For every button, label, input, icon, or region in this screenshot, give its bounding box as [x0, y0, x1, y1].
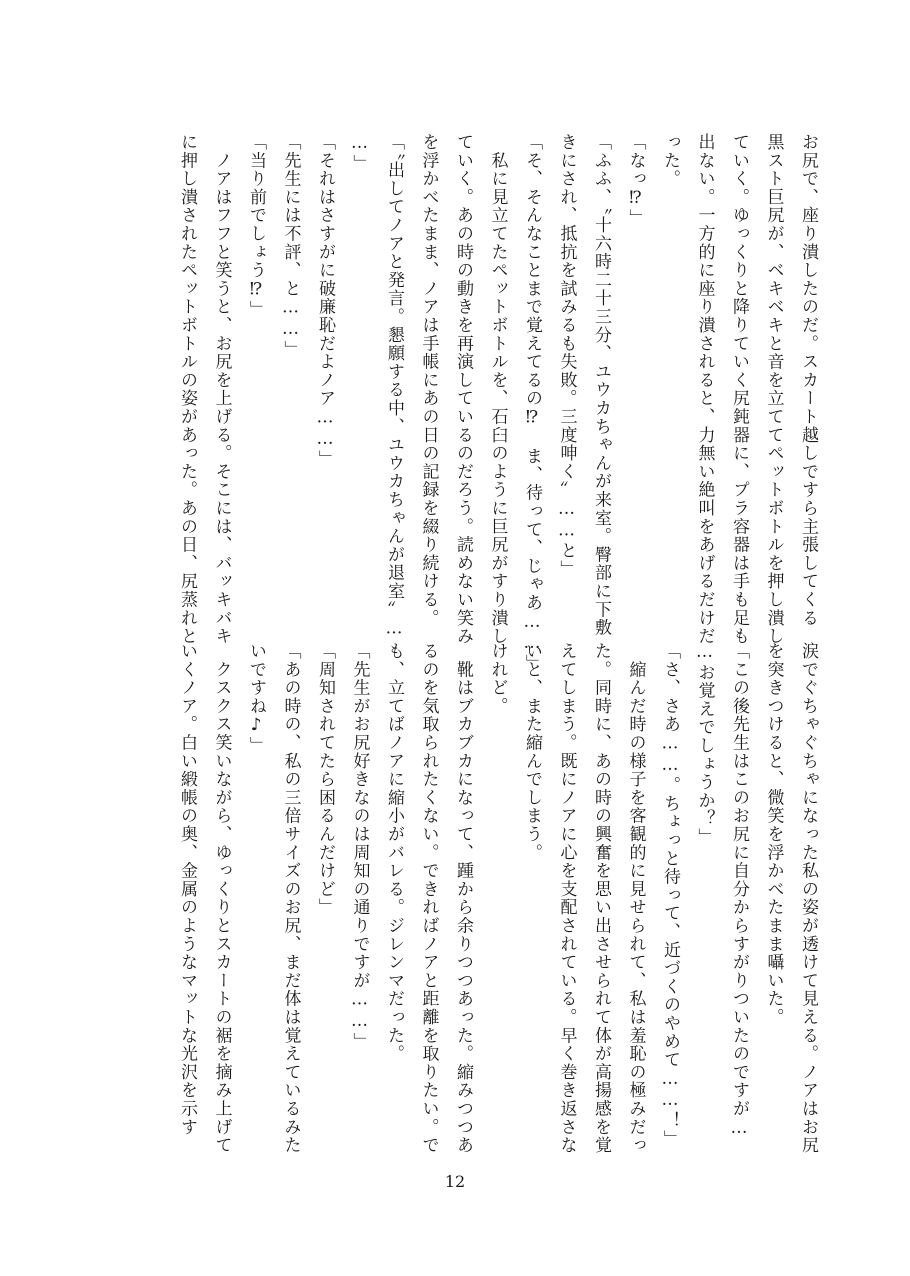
- text-line: を浮かべたまま、ノアは手帳にあの日の記録を綴り続ける。: [418, 133, 439, 628]
- text-line: 「〝出してノアと発言。懇願する中、ユウカちゃんが退室〟…: [384, 133, 404, 640]
- text-line: 「この後先生はこのお尻に自分からすがりついたのですが…: [729, 642, 749, 1140]
- text-column-bottom: [170, 642, 826, 1155]
- text-line: を突きつけると、微笑を浮かべたまま囁いた。: [763, 642, 784, 1027]
- text-line: えてしまう。既にノアに心を支配されている。早く巻き返さな: [556, 642, 577, 1155]
- text-line: …」: [349, 133, 370, 173]
- text-line: クスクス笑いながら、ゆっくりとスカートの裾を摘み上げて: [211, 642, 232, 1155]
- text-line: きにされ、抵抗を試みるも失敗。三度呻く〟……と」: [556, 133, 577, 579]
- text-line: …お覚えでしょうか？」: [694, 642, 715, 847]
- text-line: 「当り前でしょう⁉」: [246, 133, 266, 319]
- text-line: 出ない。一方的に座り潰されると、力無い絶叫をあげるだけだ: [694, 133, 715, 646]
- text-line: 縮んだ時の様子を客観的に見せられて、私は羞恥の極みだっ: [625, 642, 646, 1155]
- text-line: 涙でぐちゃぐちゃになった私の姿が透けて見える。ノアはお尻: [798, 642, 818, 1155]
- text-column-top: [170, 133, 826, 673]
- text-line: るのを気取られたくない。できればノアと距離を取りたい。で: [418, 642, 439, 1155]
- text-line: 「先生には不評、と……」: [280, 133, 301, 359]
- text-line: 靴はブカブカになって、踵から余りつつあった。縮みつつあ: [453, 642, 473, 1155]
- text-line: いくノア。白い緞帳の奥、金属のようなマットな光沢を示す: [177, 642, 197, 1137]
- text-line: 私に見立てたペットボトルを、石臼のように巨尻がすり潰し: [487, 133, 508, 646]
- text-line: いと、また縮んでしまう。: [522, 642, 542, 862]
- text-line: 「周知されてたら困るんだけど」: [315, 642, 335, 917]
- text-line: 黒スト巨尻が、ベキベキと音を立ててペットボトルを押し潰し: [763, 133, 784, 646]
- text-line: に押し潰されたペットボトルの姿があった。あの日、尻蒸れと: [177, 133, 197, 646]
- text-line: ていく。ゆっくりと降りていく尻鈍器に、プラ容器は手も足も: [729, 133, 749, 646]
- text-line: 「先生がお尻好きなのは周知の通りですが……」: [349, 642, 370, 1051]
- text-line: った。: [660, 133, 680, 188]
- text-line: 「さ、さあ……。ちょっと待って、近づくのやめて……！」: [660, 642, 680, 1149]
- text-line: ていく。あの時の動きを再演しているのだろう。読めない笑み: [453, 133, 473, 646]
- text-line: お尻で、座り潰したのだ。スカート越しですら主張してくる: [798, 133, 818, 628]
- text-line: 「それはさすがに破廉恥だよノア……」: [315, 133, 335, 469]
- text-line: 「なっ⁉」: [625, 133, 646, 228]
- text-line: 「そ、そんなことまで覚えてるの⁉ ま、待って、じゃあ……」: [522, 133, 542, 673]
- text-line: ノアはフフと笑うと、お尻を上げる。そこには、バッキバキ: [211, 133, 232, 646]
- text-line: 「あの時の、私の三倍サイズのお尻、まだ体は覚えているみた: [280, 642, 301, 1155]
- text-line: 「ふふ、〝十六時二十三分、ユウカちゃんが来室。臀部に下敷: [591, 133, 611, 637]
- text-line: けれど。: [487, 642, 508, 716]
- text-line: いですね♪」: [246, 642, 266, 755]
- page-number: 12: [444, 1172, 466, 1191]
- text-line: も、立てばノアに縮小がバレる。ジレンマだった。: [384, 642, 404, 1063]
- text-line: た。同時に、あの時の興奮を思い出させられて体が高揚感を覚: [591, 642, 611, 1155]
